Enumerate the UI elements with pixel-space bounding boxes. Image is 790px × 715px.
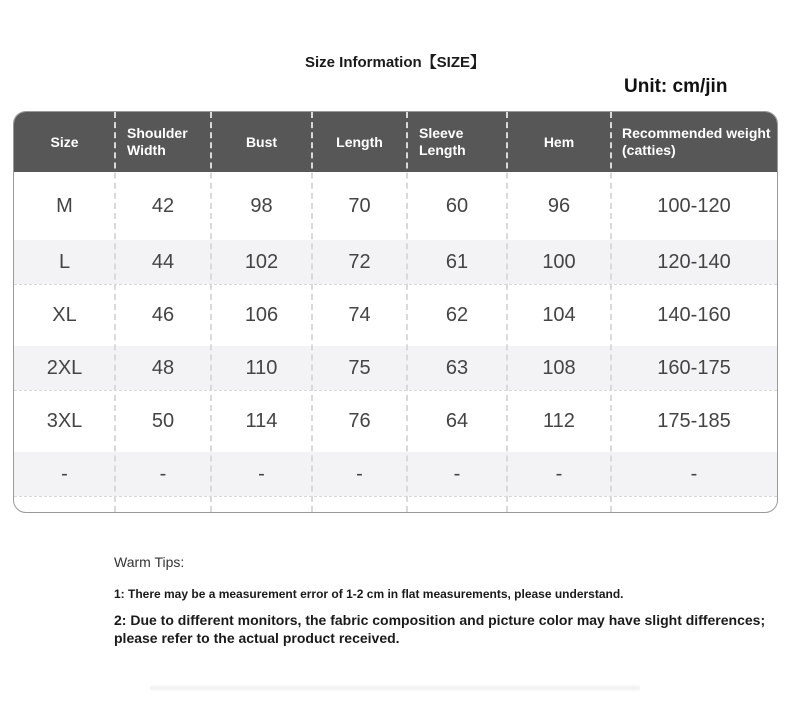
header-shoulder-width: Shoulder Width <box>127 125 188 158</box>
table-cell: M <box>56 194 73 217</box>
table-row <box>14 284 777 346</box>
table-cell: 62 <box>445 303 469 326</box>
column-divider <box>406 112 408 512</box>
table-cell: 72 <box>348 250 371 273</box>
table-cell: - <box>61 462 68 485</box>
table-cell: 42 <box>151 194 175 217</box>
table-cell: 110 <box>245 356 278 379</box>
table-cell: 76 <box>348 409 371 432</box>
table-cell: 44 <box>151 250 175 273</box>
table-cell: 120-140 <box>657 250 731 273</box>
header-length: Length <box>336 133 383 150</box>
table-cell: 100 <box>542 250 576 273</box>
header-bust: Bust <box>245 133 278 150</box>
row-divider <box>14 496 777 497</box>
table-row <box>14 240 777 284</box>
tip-one: 1: There may be a measurement error of 1-2 cm in flat measurements, please understand. <box>114 587 624 601</box>
table-cell: 61 <box>445 250 469 273</box>
table-cell: 104 <box>542 303 576 326</box>
table-cell: 46 <box>151 303 175 326</box>
table-cell: 106 <box>244 303 279 326</box>
table-cell: 96 <box>547 194 571 217</box>
header-size: Size <box>50 133 79 150</box>
page-title: Size Information【SIZE】 <box>304 54 485 71</box>
table-cell: 63 <box>445 356 469 379</box>
table-cell: 114 <box>245 409 278 432</box>
table-cell: 3XL <box>46 409 83 432</box>
header-hem: Hem <box>543 133 575 150</box>
table-cell: 48 <box>151 356 175 379</box>
table-cell: - <box>453 462 461 485</box>
table-cell: 2XL <box>46 356 83 379</box>
table-cell: 108 <box>542 356 576 379</box>
table-cell: 98 <box>250 194 273 217</box>
column-divider <box>311 112 313 512</box>
table-cell: 50 <box>151 409 175 432</box>
tip-two: 2: Due to different monitors, the fabric composition and picture color may have slight differences; please refer to the actual product received. <box>114 612 766 646</box>
tips-heading: Warm Tips: <box>114 554 185 570</box>
table-cell: 75 <box>348 356 371 379</box>
table-row <box>14 172 777 240</box>
table-row <box>14 452 777 496</box>
unit-label: Unit: cm/jin <box>624 76 728 97</box>
table-cell: 64 <box>445 409 469 432</box>
table-cell: 140-160 <box>657 303 731 326</box>
header-recommended-weight: Recommended weight (catties) <box>622 125 771 158</box>
table-row <box>14 390 777 452</box>
table-cell: 175-185 <box>657 409 731 432</box>
table-cell: 102 <box>244 250 279 273</box>
table-cell: 112 <box>543 409 575 432</box>
warm-tips <box>114 554 784 647</box>
table-cell: 70 <box>348 194 371 217</box>
bottom-divider <box>150 684 640 692</box>
table-cell: XL <box>52 303 77 326</box>
column-divider <box>114 112 116 512</box>
table-cell: L <box>58 250 71 273</box>
table-cell: - <box>690 462 698 485</box>
table-cell: 74 <box>348 303 371 326</box>
column-divider <box>506 112 508 512</box>
table-cell: 160-175 <box>657 356 731 379</box>
table-cell: - <box>159 462 167 485</box>
table-cell: 60 <box>445 194 469 217</box>
table-header <box>14 112 777 172</box>
table-cell: - <box>555 462 563 485</box>
column-divider <box>210 112 212 512</box>
table-row <box>14 346 777 390</box>
table-cell: 100-120 <box>657 194 731 217</box>
table-cell: - <box>356 462 363 485</box>
column-divider <box>610 112 612 512</box>
header-sleeve-length: Sleeve Length <box>419 125 466 158</box>
table-cell: - <box>258 462 265 485</box>
size-table <box>13 111 778 513</box>
